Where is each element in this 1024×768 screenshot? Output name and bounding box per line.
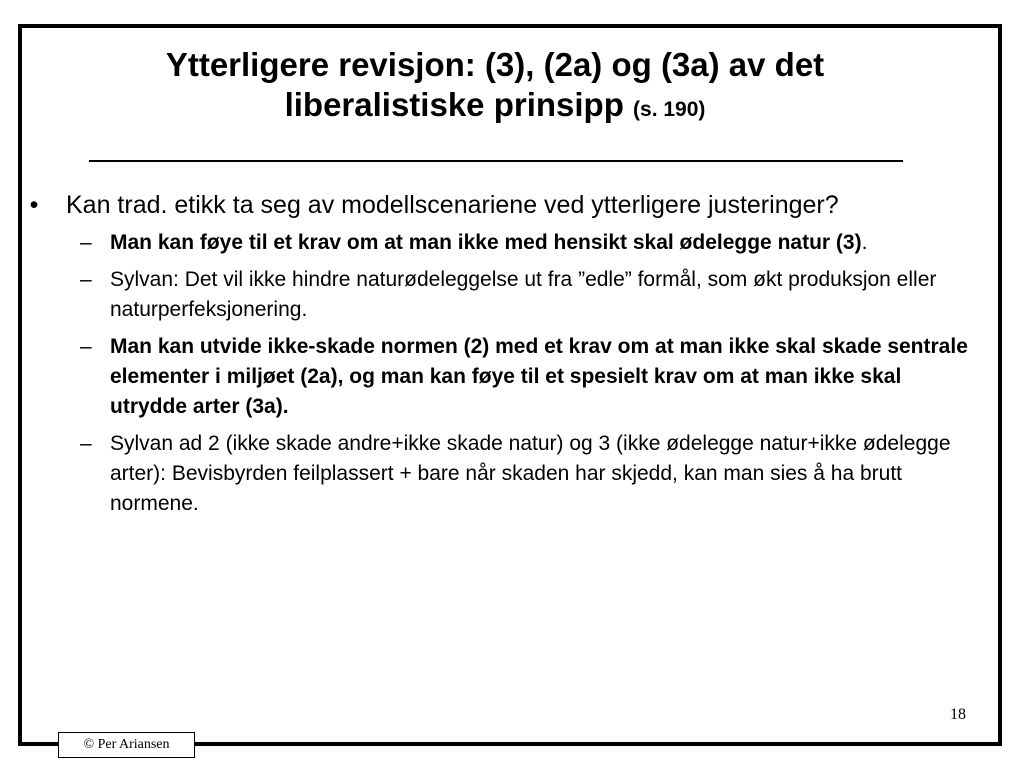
sub-item-2	[24, 265, 974, 325]
sub-item-4	[24, 429, 974, 519]
dash-icon: –	[80, 335, 92, 358]
slide-title-main: Ytterligere revisjon: (3), (2a) og (3a) av det liberalistiske prinsipp	[165, 46, 825, 123]
copyright-label: © Per Ariansen	[58, 732, 195, 758]
sub-item-1	[24, 228, 974, 258]
slide-title-reference: (s. 190)	[633, 98, 706, 121]
sub-item-3-text: Man kan utvide ikke-skade normen (2) med et krav om at man ikke skal skade sentrale elementer i miljøet (2a), og man kan føye til et spesielt krav om at man ikke skal utrydde arter (3a).	[110, 335, 968, 418]
title-underline	[89, 160, 903, 162]
bullet-icon: •	[29, 191, 39, 219]
slide-title	[80, 45, 910, 130]
sub-item-1-suffix: .	[861, 231, 868, 254]
bullet-text: Kan trad. etikk ta seg av modellscenariene ved ytterligere justeringer?	[66, 191, 839, 219]
page-number: 18	[950, 706, 966, 723]
dash-icon: –	[80, 268, 92, 291]
slide-content	[24, 188, 974, 526]
bullet-item	[24, 188, 974, 222]
sub-item-3	[24, 332, 974, 422]
sub-item-4-text: Sylvan ad 2 (ikke skade andre+ikke skade natur) og 3 (ikke ødelegge natur+ikke ødelegge arter): Bevisbyrden feilplassert + bare når skaden har skjedd, kan man sies å ha brutt normene.	[110, 432, 951, 515]
dash-icon: –	[80, 432, 92, 455]
sub-item-2-text: Sylvan: Det vil ikke hindre naturødeleggelse ut fra ”edle” formål, som økt produksjon eller naturperfeksjonering.	[110, 268, 937, 321]
dash-icon: –	[80, 231, 92, 254]
sub-item-1-text: Man kan føye til et krav om at man ikke med hensikt skal ødelegge natur (3)	[110, 231, 862, 254]
